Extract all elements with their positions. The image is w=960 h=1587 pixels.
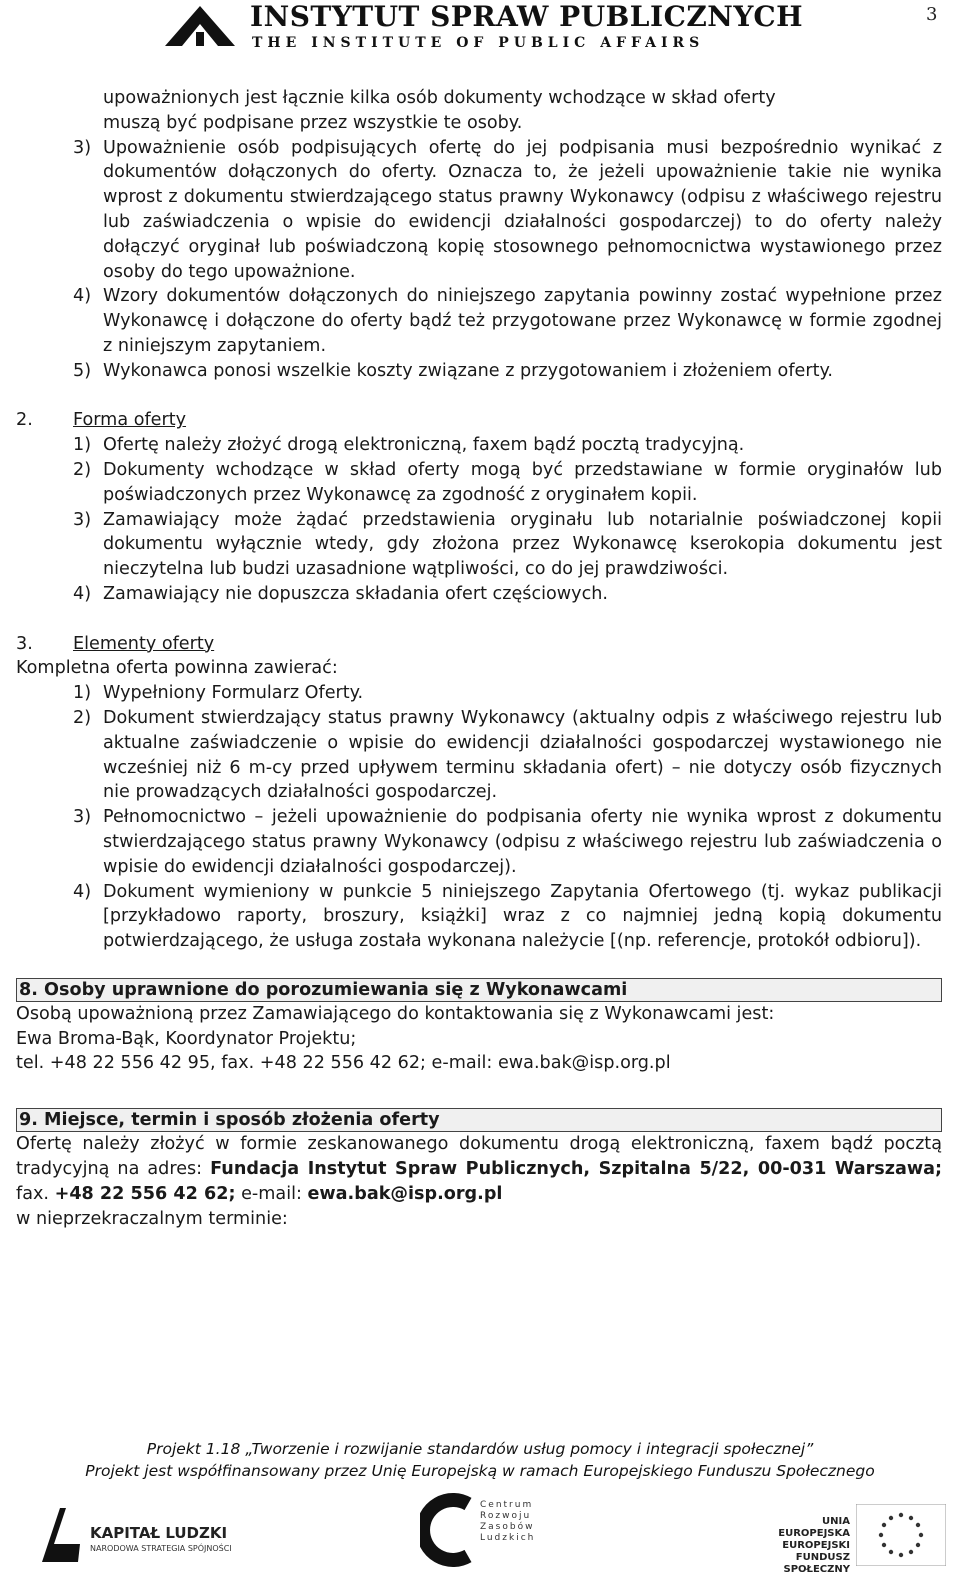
eu-logo [750, 1500, 950, 1575]
eu-line-3: FUNDUSZ SPOŁECZNY [783, 1552, 850, 1575]
paragraph-text: muszą być podpisane przez wszystkie te osoby. [103, 112, 523, 133]
institute-logo-icon [160, 2, 240, 50]
section-lead: Kompletna oferta powinna zawierać: [16, 658, 338, 679]
contact-line: Osobą upoważnioną przez Zamawiającego do kontaktowania się z Wykonawcami jest: [16, 1003, 775, 1024]
institute-subtitle: THE INSTITUTE OF PUBLIC AFFAIRS [252, 35, 705, 51]
list-number: 4) [73, 881, 92, 902]
submission-address: Fundacja Instytut Spraw Publicznych, Szpitalna 5/22, 00-031 Warszawa; [210, 1159, 942, 1180]
list-item [16, 458, 942, 508]
footer-cofinance-line: Projekt jest współfinansowany przez Unię Europejską w ramach Europejskiego Funduszu Społecznego [85, 1462, 875, 1480]
list-number: 2) [73, 707, 92, 728]
list-item [16, 805, 942, 879]
list-text: Dokument stwierdzający status prawny Wykonawcy (aktualny odpis z właściwego rejestru lub aktualne zaświadczenie o wpisie do ewidencji działalności gospodarczej wystawionego nie wcześniej niż 6 m-cy przed upływem terminu składania ofert) – nie dotyczy osób fizycznych nie prowadzących działalności gospodarczej. [103, 707, 942, 803]
eu-text [750, 1516, 850, 1576]
list-text: Pełnomocnictwo – jeżeli upoważnienie do podpisania oferty nie wynika wprost z dokumentu stwierdzającego status prawny Wykonawcy (odpisu z właściwego rejestru lub zaświadczenia o wpisie do ewidencji działalności gospodarczej). [103, 807, 942, 877]
section-number: 2. [16, 410, 33, 431]
list-number: 1) [73, 683, 92, 704]
list-text: Zamawiający może żądać przedstawienia oryginału lub notarialnie poświadczonej kopii dokumentu wyłącznie wtedy, gdy złożona przez Wykonawcę kserokopia dokumentu jest nieczytelna lub budzi uzasadnione wątpliwości, co do jej prawdziwości. [103, 509, 942, 580]
document-body [16, 86, 942, 1231]
contact-details: tel. +48 22 556 42 95, fax. +48 22 556 42 62; e-mail: ewa.bak@isp.org.pl [16, 1053, 671, 1074]
deadline-text: w nieprzekraczalnym terminie: [16, 1208, 288, 1229]
page-number: 3 [926, 4, 938, 25]
list-text: Zamawiający nie dopuszcza składania ofert częściowych. [103, 583, 608, 604]
list-text: Upoważnienie osób podpisujących ofertę do jej podpisania musi bezpośrednio wynikać z dokumentów dołączonych do oferty. Oznacza to, że jeżeli upoważnienie takie nie wynika wprost z dokumentu stwierdzającego status prawny Wykonawcy (odpisu z właściwego rejestru lub zaświadczenia o wpisie do ewidencji działalności gospodarczej) to do oferty należy dołączyć oryginał lub poświadczoną kopię stosownego pełnomocnictwa wystawionego przez osoby do tego upoważnione. [103, 137, 942, 282]
list-item [16, 880, 942, 954]
list-item [16, 136, 942, 285]
list-number: 3) [73, 509, 92, 530]
list-number: 4) [73, 583, 92, 604]
section-title: Forma oferty [73, 410, 187, 431]
institute-title: INSTYTUT SPRAW PUBLICZNYCH [250, 0, 804, 33]
kapital-ludzki-label: KAPITAŁ LUDZKI [90, 1524, 228, 1542]
list-text: Wzory dokumentów dołączonych do niniejszego zapytania powinny zostać wypełnione przez Wykonawcę i dołączone do oferty bądź też przygotowane przez Wykonawcę w formie zgodnej z niniejszym zapytaniem. [103, 286, 942, 356]
kapital-ludzki-sub: NARODOWA STRATEGIA SPÓJNOŚCI [90, 1544, 232, 1553]
list-item [16, 433, 942, 458]
eu-flag-icon [856, 1504, 946, 1566]
section-number: 3. [16, 633, 33, 654]
list-number: 2) [73, 459, 92, 480]
eu-line-2: EUROPEJSKI [782, 1540, 850, 1551]
list-item [16, 284, 942, 358]
email-address: ewa.bak@isp.org.pl [307, 1183, 503, 1204]
list-text: Dokumenty wchodzące w skład oferty mogą być przedstawiane w formie oryginałów lub poświadczonych przez Wykonawcę za zgodność z oryginałem kopii. [103, 459, 942, 505]
centrum-logo [420, 1490, 550, 1570]
list-item [16, 706, 942, 805]
list-number: 3) [73, 137, 92, 158]
centrum-text: Centrum Rozwoju Zasobów Ludzkich [480, 1500, 536, 1543]
kapital-ludzki-icon [40, 1504, 84, 1564]
list-number: 4) [73, 286, 92, 307]
centrum-c-icon [420, 1490, 480, 1570]
list-number: 1) [73, 435, 92, 456]
fax-number: +48 22 556 42 62; [54, 1183, 236, 1204]
list-number: 5) [73, 360, 92, 381]
section-elementy-oferty [16, 632, 942, 954]
footer-project-line: Projekt 1.18 „Tworzenie i rozwijanie standardów usług pomocy i integracji społecznej” [146, 1440, 814, 1458]
email-label: e-mail: [235, 1183, 308, 1204]
contact-name: Ewa Broma-Bąk, Koordynator Projektu; [16, 1028, 357, 1049]
submission-paragraph [16, 1132, 942, 1206]
section-title: Elementy oferty [73, 633, 215, 654]
section-heading [16, 408, 942, 433]
list-item [16, 86, 942, 136]
submission-text: Ofertę należy złożyć w formie zeskanowanego dokumentu drogą elektroniczną, faxem bądź pocztą tradycyjną na adres: [16, 1134, 942, 1180]
list-text: Wypełniony Formularz Oferty. [103, 683, 364, 704]
list-item [16, 508, 942, 582]
list-text: Ofertę należy złożyć drogą elektroniczną, faxem bądź pocztą tradycyjną. [103, 435, 745, 456]
section-8-heading: 8. Osoby uprawnione do porozumiewania się z Wykonawcami [16, 978, 942, 1002]
kapital-ludzki-logo [40, 1502, 240, 1568]
list-number: 3) [73, 807, 92, 828]
section-heading [16, 632, 942, 657]
list-item [16, 359, 942, 384]
list-item [16, 582, 942, 607]
section-forma-oferty [16, 408, 942, 606]
list-text: Wykonawca ponosi wszelkie koszty związane z przygotowaniem i złożeniem oferty. [103, 360, 833, 381]
fax-label: fax. [16, 1183, 55, 1204]
list-item [16, 681, 942, 706]
eu-line-1: UNIA EUROPEJSKA [778, 1516, 850, 1539]
page-header [0, 0, 960, 60]
section-9-heading: 9. Miejsce, termin i sposób złożenia oferty [16, 1108, 942, 1132]
paragraph-text: upoważnionych jest łącznie kilka osób dokumenty wchodzące w skład oferty [103, 88, 776, 108]
list-text: Dokument wymieniony w punkcie 5 niniejszego Zapytania Ofertowego (tj. wykaz publikacji [przykładowo raporty, broszury, książki] wraz z co najmniej jedną kopią dokumentu potwierdzającego, że usługa została wykonana należycie [(np. referencje, protokół odbioru]). [103, 881, 942, 952]
